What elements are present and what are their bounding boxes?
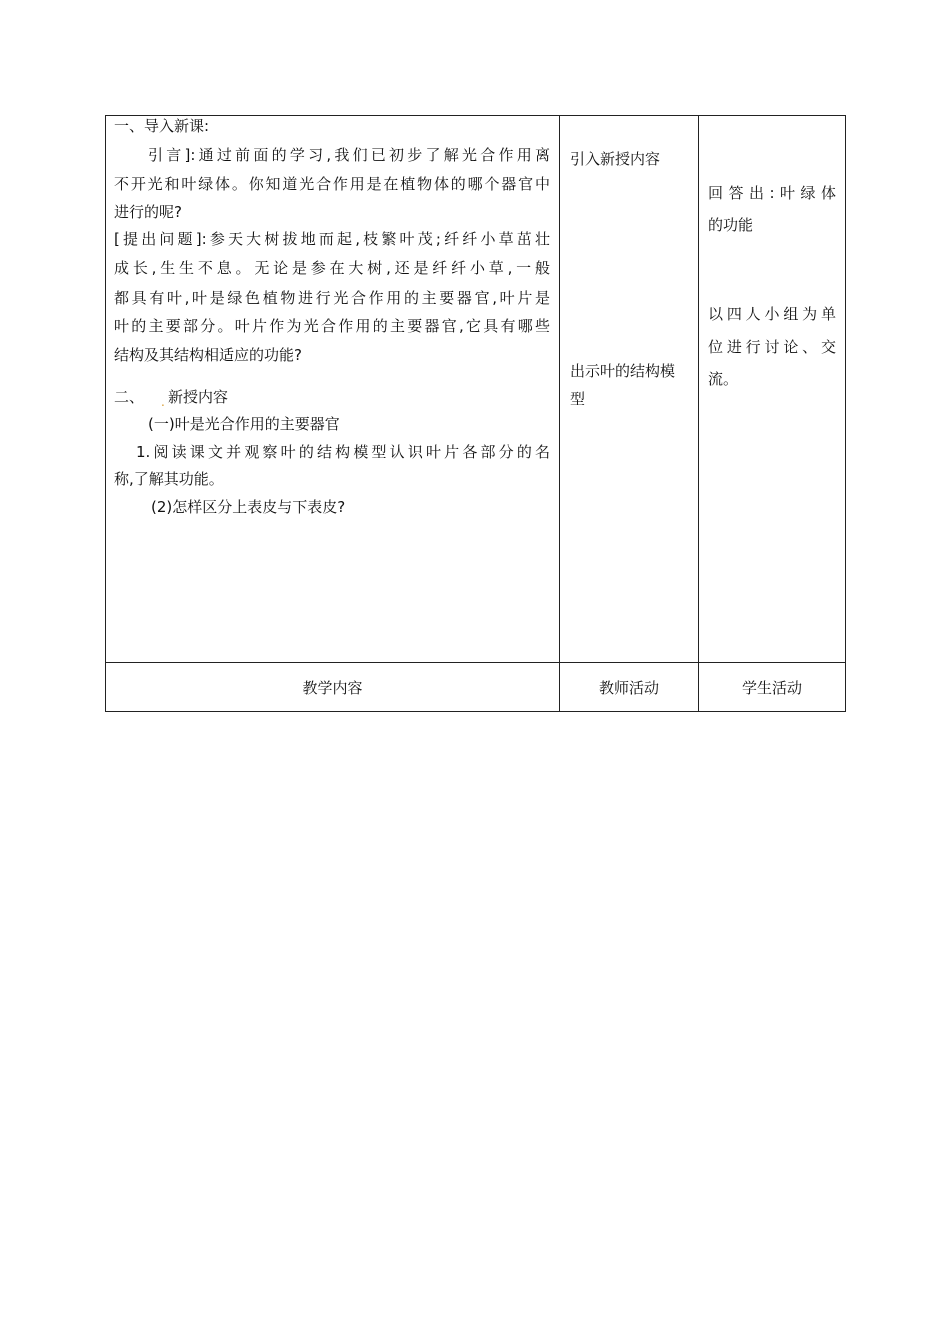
student-activity-item: 位进行讨论、交 — [708, 338, 836, 356]
column-header-teaching-content: 教学内容 — [106, 663, 560, 712]
student-activity-item: 回答出:叶绿体 — [708, 184, 836, 202]
column-header-student-activity: 学生活动 — [699, 663, 846, 712]
teaching-content-cell — [106, 116, 560, 663]
paragraph-line: 结构及其结构相适应的功能? — [114, 346, 302, 364]
teacher-activity-item: 型 — [570, 390, 586, 408]
paragraph-line: 成长,生生不息。无论是参在大树,还是纤纤小草,一般 — [114, 259, 550, 277]
paragraph-line: 都具有叶,叶是绿色植物进行光合作用的主要器官,叶片是 — [114, 289, 550, 307]
table-header-row — [106, 663, 846, 712]
paragraph-line: 引言]:通过前面的学习,我们已初步了解光合作用离 — [148, 146, 550, 164]
paragraph-line: 不开光和叶绿体。你知道光合作用是在植物体的哪个器官中 — [114, 175, 550, 193]
question-line: (2)怎样区分上表皮与下表皮? — [151, 498, 346, 516]
paragraph-line: [提出问题]:参天大树拔地而起,枝繁叶茂;纤纤小草茁壮 — [114, 230, 550, 248]
section-number: 二、 — [114, 388, 145, 406]
subsection-heading: (一)叶是光合作用的主要器官 — [148, 415, 340, 433]
lesson-plan-table — [105, 115, 846, 712]
paragraph-line: 叶的主要部分。叶片作为光合作用的主要器官,它具有哪些 — [114, 317, 550, 335]
paragraph-line: 进行的呢? — [114, 203, 182, 221]
section-heading: 新授内容 — [168, 388, 229, 406]
paragraph-line: 1.阅读课文并观察叶的结构模型认识叶片各部分的名 — [136, 443, 550, 461]
section-heading: 一、导入新课: — [114, 117, 210, 135]
teacher-activity-item: 引入新授内容 — [570, 150, 661, 168]
annotation-mark: . — [161, 395, 165, 409]
student-activity-item: 的功能 — [708, 216, 754, 234]
column-header-teacher-activity: 教师活动 — [560, 663, 699, 712]
table-row — [106, 116, 846, 663]
student-activity-item: 流。 — [708, 370, 739, 388]
paragraph-line: 称,了解其功能。 — [114, 470, 224, 488]
teacher-activity-item: 出示叶的结构模 — [570, 362, 676, 380]
student-activity-item: 以四人小组为单 — [708, 305, 836, 323]
teacher-activity-cell — [560, 116, 699, 663]
student-activity-cell — [699, 116, 846, 663]
